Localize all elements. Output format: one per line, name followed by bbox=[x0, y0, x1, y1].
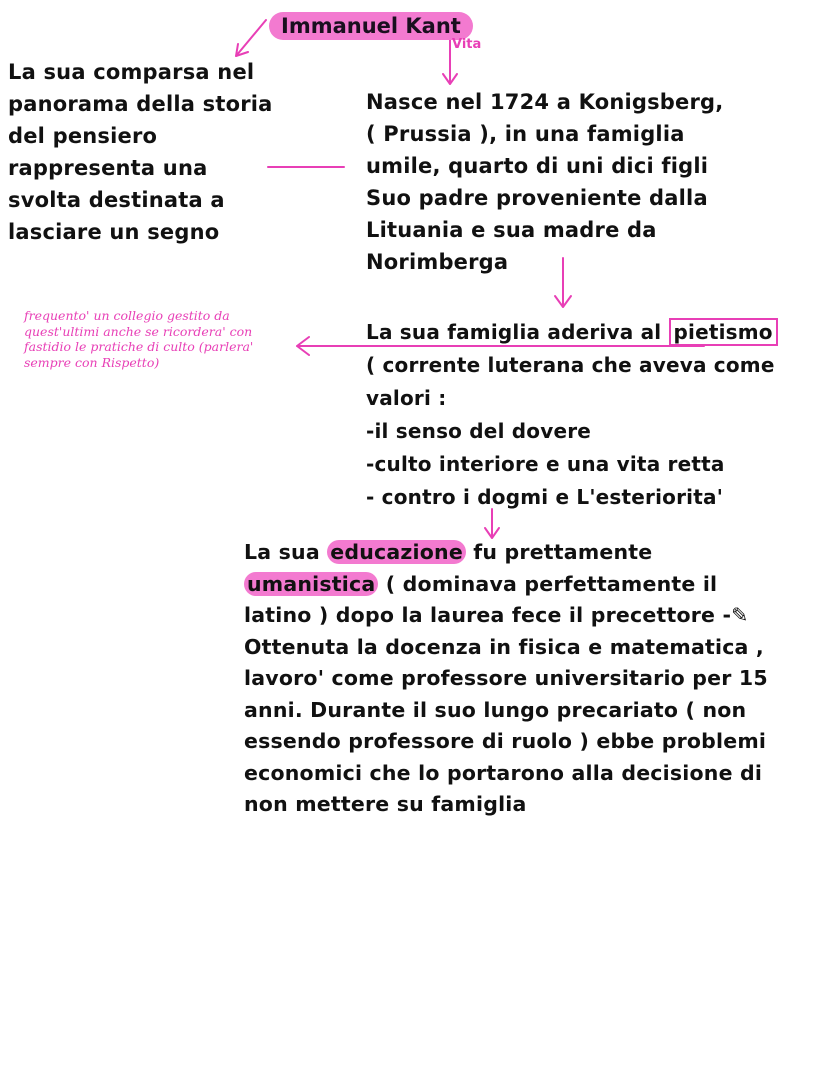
family-line: valori : bbox=[366, 386, 447, 410]
education-text: La sua bbox=[244, 540, 320, 564]
intro-line: del pensiero bbox=[8, 124, 158, 148]
education-text: ( dominava perfettamente il bbox=[385, 571, 718, 596]
family-line-1 bbox=[366, 316, 778, 349]
family-line-prefix: La sua famiglia aderiva al bbox=[366, 320, 662, 344]
family-line: ( corrente luterana che aveva come bbox=[366, 353, 775, 377]
education-line: latino ) dopo la laurea fece il precettore -✎ bbox=[244, 603, 749, 627]
educazione-highlight: educazione bbox=[327, 540, 466, 564]
umanistica-highlight: umanistica bbox=[244, 572, 378, 596]
intro-line: La sua comparsa nel bbox=[8, 60, 255, 84]
vita-label: Vita bbox=[452, 37, 482, 52]
intro-block bbox=[8, 56, 273, 248]
intro-line: svolta destinata a bbox=[8, 188, 225, 212]
birth-line: Suo padre proveniente dalla bbox=[366, 186, 708, 210]
education-line: Ottenuta la docenza in fisica e matematica , bbox=[244, 634, 764, 659]
education-line: essendo professore di ruolo ) ebbe problemi bbox=[244, 729, 767, 753]
birth-line: umile, quarto di uni dici figli bbox=[366, 154, 709, 178]
education-line: economici che lo portarono alla decisione di bbox=[244, 760, 763, 785]
birth-line: Lituania e sua madre da bbox=[366, 218, 657, 242]
family-line: - contro i dogmi e L'esteriorita' bbox=[366, 485, 724, 509]
education-block bbox=[244, 537, 768, 821]
birth-line: ( Prussia ), in una famiglia bbox=[366, 122, 685, 146]
arrow-title-to-intro bbox=[236, 20, 266, 56]
birth-line: Norimberga bbox=[366, 250, 509, 274]
intro-line: lasciare un segno bbox=[8, 220, 220, 244]
education-line: non mettere su famiglia bbox=[244, 792, 527, 816]
education-line: anni. Durante il suo lungo precariato ( non bbox=[244, 697, 747, 722]
birth-block bbox=[366, 86, 723, 278]
intro-line: rappresenta una bbox=[8, 156, 208, 180]
intro-line: panorama della storia bbox=[8, 92, 273, 116]
family-block bbox=[366, 316, 778, 514]
pietismo-term: pietismo bbox=[669, 318, 778, 346]
education-text: fu prettamente bbox=[473, 540, 653, 564]
education-line-1 bbox=[244, 537, 768, 569]
family-line: -culto interiore e una vita retta bbox=[366, 452, 725, 476]
side-note: frequento' un collegio gestito da quest'ultimi anche se ricordera' con fastidio le pratiche di culto (parlera' sempre con Rispetto) bbox=[24, 308, 254, 370]
birth-line: Nasce nel 1724 a Konigsberg, bbox=[366, 90, 724, 114]
family-line: -il senso del dovere bbox=[366, 419, 592, 443]
page-title: Immanuel Kant bbox=[269, 12, 473, 40]
education-line: lavoro' come professore universitario per 15 bbox=[244, 666, 768, 690]
education-line-2 bbox=[244, 569, 768, 601]
